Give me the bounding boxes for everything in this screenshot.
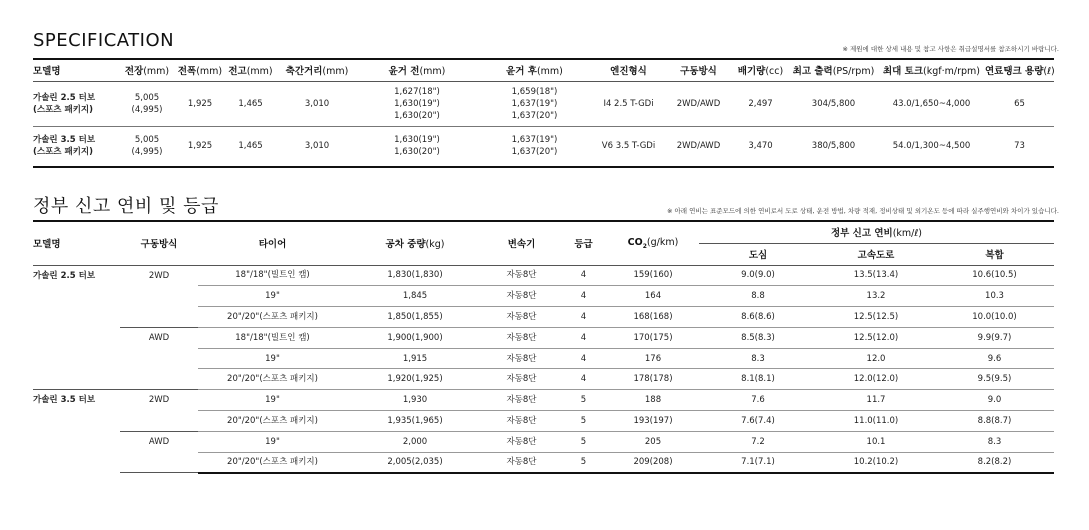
spec-header-cell: [118, 59, 176, 81]
spec-cell-tread-front: [357, 81, 477, 126]
spec-header-label: 엔진형식: [610, 66, 647, 78]
spec-row: [33, 126, 1054, 167]
spec-cell-tread-rear-line: 1,637(20"): [511, 110, 558, 121]
fuel-weight-cell: 2,005(2,035): [347, 452, 483, 473]
fuel-header-co2-label: CO: [627, 236, 643, 248]
fuel-co2-cell: 159(160): [607, 265, 699, 286]
fuel-grade-cell: 4: [560, 369, 607, 390]
spec-header-unit: (mm): [196, 66, 223, 78]
fuel-header-co2: [607, 221, 699, 265]
spec-cell-model: [33, 126, 118, 167]
spec-cell-tank: 73: [1014, 141, 1025, 152]
spec-cell-torque: 43.0/1,650~4,000: [892, 98, 971, 109]
fuel-highway-cell: 10.1: [817, 431, 935, 452]
spec-cell-length: [118, 126, 176, 167]
spec-header-cell: [357, 59, 477, 81]
spec-header-label: 연료탱크 용량: [985, 66, 1044, 78]
spec-cell-torque: 54.0/1,300~4,500: [892, 141, 971, 152]
spec-cell-tread-front: [357, 126, 477, 167]
fuel-transmission-cell: 자동8단: [483, 431, 560, 452]
fuel-transmission-cell: 자동8단: [483, 286, 560, 307]
fuel-co2-cell: 176: [607, 348, 699, 369]
fuel-co2-cell: 178(178): [607, 369, 699, 390]
spec-table: [33, 58, 1054, 168]
fuel-co2-cell: 164: [607, 286, 699, 307]
fuel-weight-cell: 1,900(1,900): [347, 327, 483, 348]
fuel-city-cell: 7.2: [699, 431, 817, 452]
spec-cell-drive: 2WD/AWD: [676, 98, 721, 109]
fuel-tire-cell: 20"/20"(스포츠 패키지): [198, 369, 347, 390]
fuel-highway-cell: 12.0(12.0): [817, 369, 935, 390]
fuel-city-cell: 9.0(9.0): [699, 265, 817, 286]
spec-header-label: 전장: [124, 66, 144, 78]
fuel-transmission-cell: 자동8단: [483, 390, 560, 411]
fuel-table: [33, 220, 1054, 474]
spec-header-label: 전고: [228, 66, 247, 78]
fuel-header-weight-unit: (kg): [425, 239, 445, 251]
spec-header-cell: [477, 59, 592, 81]
spec-body: [33, 81, 1054, 167]
spec-header-label: 최고 출력: [792, 66, 833, 78]
spec-header-unit: (kgf·m/rpm): [923, 66, 980, 78]
fuel-co2-cell: 168(168): [607, 307, 699, 328]
spec-cell-length-line: 5,005: [134, 92, 160, 103]
fuel-grade-cell: 5: [560, 390, 607, 411]
fuel-combined-cell: 10.3: [935, 286, 1054, 307]
fuel-row: [33, 265, 1054, 286]
spec-cell-model-line: (스포츠 패키지): [33, 147, 93, 158]
spec-header-row: [33, 59, 1054, 81]
fuel-city-cell: 8.1(8.1): [699, 369, 817, 390]
fuel-row: [33, 431, 1054, 452]
fuel-header-fuel-label: 정부 신고 연비: [831, 228, 893, 240]
fuel-body: [33, 265, 1054, 473]
spec-header-label: 배기량: [737, 66, 766, 78]
spec-header-label: 윤거 후: [506, 66, 537, 78]
fuel-co2-cell: 170(175): [607, 327, 699, 348]
spec-cell-model: [33, 81, 118, 126]
fuel-co2-cell: 193(197): [607, 411, 699, 432]
fuel-grade-cell: 4: [560, 327, 607, 348]
fuel-header-weight-label: 공차 중량: [385, 239, 426, 251]
fuel-combined-cell: 9.6: [935, 348, 1054, 369]
fuel-grade-cell: 4: [560, 348, 607, 369]
fuel-header-drive: 구동방식: [140, 239, 178, 251]
spec-cell-model-line: 가솔린 3.5 터보: [33, 135, 96, 146]
fuel-highway-cell: 13.5(13.4): [817, 265, 935, 286]
fuel-header-model: 모델명: [33, 239, 61, 251]
fuel-drive-cell: 2WD: [120, 390, 198, 432]
fuel-header-combined: 복합: [985, 250, 1004, 261]
fuel-co2-cell: 188: [607, 390, 699, 411]
spec-cell-tread-rear: [477, 81, 592, 126]
fuel-combined-cell: 8.3: [935, 431, 1054, 452]
fuel-city-cell: 8.5(8.3): [699, 327, 817, 348]
fuel-tire-cell: 20"/20"(스포츠 패키지): [198, 452, 347, 473]
fuel-city-cell: 8.8: [699, 286, 817, 307]
fuel-city-cell: 8.3: [699, 348, 817, 369]
fuel-note: ※ 아래 연비는 표준모드에 의한 연비로서 도로 상태, 운전 방법, 차량 적재, 정비상태 및 외기온도 등에 따라 실주행연비와 차이가 있습니다.: [666, 207, 1059, 215]
spec-header-cell: [592, 59, 665, 81]
spec-section-title: SPECIFICATION: [33, 30, 175, 51]
fuel-combined-cell: 10.6(10.5): [935, 265, 1054, 286]
spec-header-unit: (mm): [536, 66, 563, 78]
spec-cell-drive: 2WD/AWD: [676, 141, 721, 152]
spec-header-cell: [732, 59, 789, 81]
spec-cell-height: 1,465: [238, 141, 263, 152]
spec-header-cell: [224, 59, 277, 81]
fuel-city-cell: 7.1(7.1): [699, 452, 817, 473]
fuel-combined-cell: 10.0(10.0): [935, 307, 1054, 328]
spec-cell-height: 1,465: [238, 98, 263, 109]
spec-cell-wheelbase: 3,010: [304, 141, 330, 152]
fuel-highway-cell: 10.2(10.2): [817, 452, 935, 473]
fuel-highway-cell: 11.7: [817, 390, 935, 411]
fuel-weight-cell: 1,845: [347, 286, 483, 307]
fuel-highway-cell: 13.2: [817, 286, 935, 307]
fuel-weight-cell: 1,935(1,965): [347, 411, 483, 432]
spec-header-unit: (cc): [765, 66, 784, 78]
fuel-model-cell: 가솔린 2.5 터보: [33, 265, 120, 390]
spec-cell-tread-front-line: 1,630(19"): [394, 135, 440, 146]
fuel-header-highway: 고속도로: [857, 250, 895, 261]
fuel-weight-cell: 1,930: [347, 390, 483, 411]
spec-cell-power: 304/5,800: [811, 98, 856, 109]
spec-cell-displacement: 3,470: [748, 141, 773, 152]
spec-header-cell: [33, 59, 118, 81]
spec-header-cell: [665, 59, 732, 81]
fuel-tire-cell: 18"/18"(빌트인 캠): [198, 265, 347, 286]
spec-cell-power: 380/5,800: [811, 141, 856, 152]
fuel-tire-cell: 20"/20"(스포츠 패키지): [198, 307, 347, 328]
spec-header-unit: (mm): [246, 66, 273, 78]
fuel-header-co2-sub: 2: [642, 242, 647, 250]
fuel-transmission-cell: 자동8단: [483, 411, 560, 432]
fuel-city-cell: 7.6: [699, 390, 817, 411]
spec-cell-tread-rear: [477, 126, 592, 167]
fuel-section-title: 정부 신고 연비 및 등급: [33, 196, 219, 217]
fuel-weight-cell: 1,830(1,830): [347, 265, 483, 286]
spec-row: [33, 81, 1054, 126]
spec-cell-length: [118, 81, 176, 126]
spec-cell-engine: I4 2.5 T-GDi: [603, 98, 654, 109]
fuel-highway-cell: 12.0: [817, 348, 935, 369]
fuel-header-row: [33, 221, 1054, 243]
fuel-combined-cell: 9.0: [935, 390, 1054, 411]
fuel-transmission-cell: 자동8단: [483, 265, 560, 286]
fuel-combined-cell: 8.8(8.7): [935, 411, 1054, 432]
spec-header-label: 구동방식: [680, 66, 717, 78]
fuel-tire-cell: 19": [198, 348, 347, 369]
fuel-grade-cell: 5: [560, 431, 607, 452]
fuel-header-transmission: 변속기: [507, 239, 536, 251]
fuel-transmission-cell: 자동8단: [483, 327, 560, 348]
spec-header-label: 축간거리: [285, 66, 323, 78]
fuel-grade-cell: 5: [560, 411, 607, 432]
spec-cell-tread-front-line: 1,630(20"): [394, 110, 440, 121]
fuel-tire-cell: 19": [198, 390, 347, 411]
fuel-drive-cell: 2WD: [120, 265, 198, 327]
spec-header-unit: (ℓ): [1043, 66, 1055, 78]
fuel-header-tire: 타이어: [258, 239, 287, 251]
spec-cell-model-line: 가솔린 2.5 터보: [33, 92, 96, 103]
spec-cell-tread-rear-line: 1,637(20"): [511, 147, 558, 158]
fuel-header-city: 도심: [748, 250, 768, 261]
spec-header-label: 최대 토크: [883, 66, 924, 78]
spec-header-unit: (mm): [322, 66, 349, 78]
spec-header-tr: [33, 59, 1054, 81]
fuel-highway-cell: 11.0(11.0): [817, 411, 935, 432]
fuel-transmission-cell: 자동8단: [483, 348, 560, 369]
fuel-grade-cell: 5: [560, 452, 607, 473]
fuel-co2-cell: 205: [607, 431, 699, 452]
spec-cell-tread-front-line: 1,630(19"): [394, 98, 440, 109]
spec-header-label: 모델명: [33, 66, 61, 78]
spec-cell-length-line: 5,005: [134, 135, 160, 146]
spec-cell-length-line: (4,995): [131, 147, 163, 158]
spec-note: ※ 제원에 대한 상세 내용 및 참고 사항은 취급설명서를 참조하시기 바랍니다.: [842, 45, 1059, 53]
fuel-transmission-cell: 자동8단: [483, 307, 560, 328]
spec-header-cell: [878, 59, 985, 81]
spec-cell-length-line: (4,995): [131, 104, 163, 115]
spec-cell-tread-front-line: 1,630(20"): [394, 147, 440, 158]
fuel-transmission-cell: 자동8단: [483, 452, 560, 473]
fuel-grade-cell: 4: [560, 286, 607, 307]
spec-cell-width: 1,925: [187, 141, 213, 152]
spec-header-cell: [176, 59, 224, 81]
spec-cell-tank: 65: [1014, 98, 1025, 109]
spec-cell-wheelbase: 3,010: [304, 98, 330, 109]
spec-header-cell: [985, 59, 1054, 81]
spec-header-cell: [789, 59, 878, 81]
spec-cell-tread-rear-line: 1,637(19"): [511, 135, 558, 146]
fuel-weight-cell: 1,915: [347, 348, 483, 369]
spec-header-label: 윤거 전: [388, 66, 420, 78]
spec-header-cell: [277, 59, 357, 81]
spec-header-label: 전폭: [177, 66, 197, 78]
fuel-combined-cell: 8.2(8.2): [935, 452, 1054, 473]
fuel-weight-cell: 1,850(1,855): [347, 307, 483, 328]
fuel-grade-cell: 4: [560, 265, 607, 286]
fuel-header-fuel-unit: (km/ℓ): [892, 228, 922, 240]
fuel-co2-cell: 209(208): [607, 452, 699, 473]
fuel-tire-cell: 19": [198, 286, 347, 307]
spec-cell-tread-rear-line: 1,637(19"): [511, 98, 558, 109]
fuel-weight-cell: 1,920(1,925): [347, 369, 483, 390]
fuel-model-cell: 가솔린 3.5 터보: [33, 395, 96, 406]
fuel-header-grade: 등급: [574, 239, 593, 251]
fuel-drive-cell: AWD: [120, 431, 198, 473]
fuel-tire-cell: 18"/18"(빌트인 캠): [198, 327, 347, 348]
fuel-combined-cell: 9.5(9.5): [935, 369, 1054, 390]
fuel-tire-cell: 20"/20"(스포츠 패키지): [198, 411, 347, 432]
fuel-drive-cell: AWD: [120, 327, 198, 389]
spec-cell-displacement: 2,497: [748, 98, 773, 109]
fuel-row: [33, 327, 1054, 348]
spec-header-unit: (mm): [143, 66, 170, 78]
fuel-transmission-cell: 자동8단: [483, 369, 560, 390]
spec-cell-tread-front-line: 1,627(18"): [394, 86, 440, 97]
fuel-weight-cell: 2,000: [347, 431, 483, 452]
fuel-highway-cell: 12.5(12.0): [817, 327, 935, 348]
fuel-header-co2-unit: (g/km): [646, 236, 679, 248]
fuel-combined-cell: 9.9(9.7): [935, 327, 1054, 348]
fuel-city-cell: 7.6(7.4): [699, 411, 817, 432]
fuel-row: [33, 390, 1054, 411]
fuel-city-cell: 8.6(8.6): [699, 307, 817, 328]
spec-cell-model-line: (스포츠 패키지): [33, 104, 93, 115]
spec-cell-engine: V6 3.5 T-GDi: [601, 141, 656, 152]
fuel-highway-cell: 12.5(12.5): [817, 307, 935, 328]
fuel-grade-cell: 4: [560, 307, 607, 328]
fuel-header-fuel: [699, 221, 1054, 243]
spec-cell-width: 1,925: [187, 98, 213, 109]
fuel-header-weight: [347, 221, 483, 265]
spec-cell-tread-rear-line: 1,659(18"): [511, 86, 558, 97]
spec-header-unit: (PS/rpm): [832, 66, 875, 78]
spec-header-unit: (mm): [419, 66, 446, 78]
fuel-tire-cell: 19": [198, 431, 347, 452]
